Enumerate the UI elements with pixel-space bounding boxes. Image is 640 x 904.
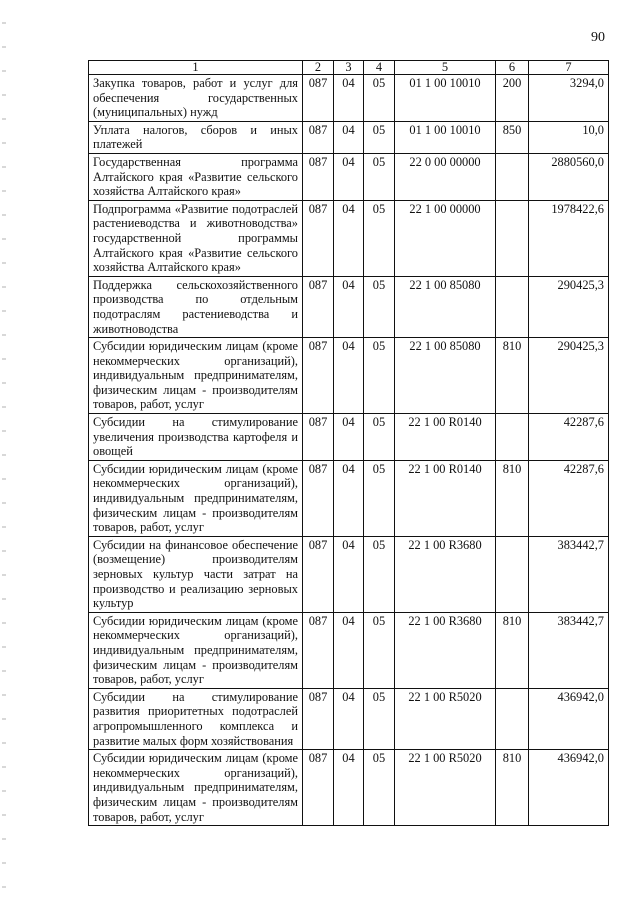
admin-code: 087	[303, 612, 334, 688]
row-description: Субсидии на финансовое обеспечение (возмещение) производителям зерновых культур части затрат на производство и реализацию зерновых культур	[89, 536, 303, 612]
column-number-row	[89, 61, 609, 75]
amount: 383442,7	[529, 612, 609, 688]
section-code: 04	[334, 338, 364, 414]
target-article-code: 22 1 00 00000	[395, 200, 496, 276]
expense-type-code: 810	[496, 612, 529, 688]
column-header: 5	[395, 61, 496, 75]
table-row	[89, 414, 609, 461]
table-row	[89, 200, 609, 276]
column-header: 2	[303, 61, 334, 75]
admin-code: 087	[303, 750, 334, 826]
table-row	[89, 612, 609, 688]
table-row	[89, 460, 609, 536]
subsection-code: 05	[364, 612, 395, 688]
section-code: 04	[334, 612, 364, 688]
target-article-code: 22 1 00 R5020	[395, 688, 496, 749]
row-description: Субсидии юридическим лицам (кроме некоммерческих организаций), индивидуальным предпринимателям, физическим лицам - производителям товаров, работ, услуг	[89, 338, 303, 414]
subsection-code: 05	[364, 338, 395, 414]
target-article-code: 22 1 00 R3680	[395, 536, 496, 612]
target-article-code: 22 1 00 R0140	[395, 460, 496, 536]
row-description: Государственная программа Алтайского края «Развитие сельского хозяйства Алтайского края»	[89, 153, 303, 200]
admin-code: 087	[303, 338, 334, 414]
section-code: 04	[334, 200, 364, 276]
expense-type-code	[496, 414, 529, 461]
table-row	[89, 536, 609, 612]
amount: 290425,3	[529, 338, 609, 414]
table-row	[89, 121, 609, 153]
table-body	[89, 75, 609, 826]
row-description: Закупка товаров, работ и услуг для обеспечения государственных (муниципальных) нужд	[89, 75, 303, 122]
target-article-code: 22 1 00 R0140	[395, 414, 496, 461]
table-row	[89, 276, 609, 337]
section-code: 04	[334, 121, 364, 153]
amount: 2880560,0	[529, 153, 609, 200]
section-code: 04	[334, 276, 364, 337]
expense-type-code: 810	[496, 750, 529, 826]
column-header: 6	[496, 61, 529, 75]
expense-type-code: 850	[496, 121, 529, 153]
column-header: 4	[364, 61, 395, 75]
row-description: Субсидии на стимулирование увеличения производства картофеля и овощей	[89, 414, 303, 461]
scan-edge-marks	[2, 0, 6, 904]
expense-type-code	[496, 688, 529, 749]
subsection-code: 05	[364, 200, 395, 276]
budget-table	[88, 60, 609, 826]
subsection-code: 05	[364, 153, 395, 200]
table-row	[89, 750, 609, 826]
target-article-code: 22 1 00 R5020	[395, 750, 496, 826]
admin-code: 087	[303, 75, 334, 122]
row-description: Субсидии юридическим лицам (кроме некоммерческих организаций), индивидуальным предпринимателям, физическим лицам - производителям товаров, работ, услуг	[89, 460, 303, 536]
page-number: 90	[591, 30, 605, 45]
amount: 42287,6	[529, 460, 609, 536]
target-article-code: 01 1 00 10010	[395, 75, 496, 122]
section-code: 04	[334, 414, 364, 461]
expense-type-code	[496, 200, 529, 276]
subsection-code: 05	[364, 414, 395, 461]
expense-type-code	[496, 153, 529, 200]
section-code: 04	[334, 688, 364, 749]
column-header: 3	[334, 61, 364, 75]
subsection-code: 05	[364, 536, 395, 612]
subsection-code: 05	[364, 75, 395, 122]
amount: 290425,3	[529, 276, 609, 337]
admin-code: 087	[303, 153, 334, 200]
row-description: Субсидии юридическим лицам (кроме некоммерческих организаций), индивидуальным предпринимателям, физическим лицам - производителям товаров, работ, услуг	[89, 750, 303, 826]
subsection-code: 05	[364, 460, 395, 536]
admin-code: 087	[303, 460, 334, 536]
row-description: Уплата налогов, сборов и иных платежей	[89, 121, 303, 153]
target-article-code: 22 1 00 85080	[395, 276, 496, 337]
admin-code: 087	[303, 688, 334, 749]
admin-code: 087	[303, 414, 334, 461]
row-description: Субсидии на стимулирование развития приоритетных подотраслей агропромышленного комплекса и развитие малых форм хозяйствования	[89, 688, 303, 749]
target-article-code: 22 1 00 85080	[395, 338, 496, 414]
section-code: 04	[334, 75, 364, 122]
amount: 436942,0	[529, 750, 609, 826]
section-code: 04	[334, 536, 364, 612]
admin-code: 087	[303, 121, 334, 153]
admin-code: 087	[303, 536, 334, 612]
target-article-code: 01 1 00 10010	[395, 121, 496, 153]
amount: 383442,7	[529, 536, 609, 612]
admin-code: 087	[303, 200, 334, 276]
amount: 1978422,6	[529, 200, 609, 276]
admin-code: 087	[303, 276, 334, 337]
table-row	[89, 688, 609, 749]
amount: 10,0	[529, 121, 609, 153]
table-row	[89, 75, 609, 122]
subsection-code: 05	[364, 750, 395, 826]
row-description: Субсидии юридическим лицам (кроме некоммерческих организаций), индивидуальным предпринимателям, физическим лицам - производителям товаров, работ, услуг	[89, 612, 303, 688]
section-code: 04	[334, 153, 364, 200]
table-row	[89, 338, 609, 414]
target-article-code: 22 1 00 R3680	[395, 612, 496, 688]
subsection-code: 05	[364, 688, 395, 749]
expense-type-code: 810	[496, 338, 529, 414]
amount: 436942,0	[529, 688, 609, 749]
subsection-code: 05	[364, 121, 395, 153]
section-code: 04	[334, 750, 364, 826]
amount: 3294,0	[529, 75, 609, 122]
table-row	[89, 153, 609, 200]
column-header: 7	[529, 61, 609, 75]
row-description: Поддержка сельскохозяйственного производства по отдельным подотраслям растениеводства и животноводства	[89, 276, 303, 337]
section-code: 04	[334, 460, 364, 536]
amount: 42287,6	[529, 414, 609, 461]
target-article-code: 22 0 00 00000	[395, 153, 496, 200]
expense-type-code	[496, 276, 529, 337]
expense-type-code: 200	[496, 75, 529, 122]
column-header: 1	[89, 61, 303, 75]
subsection-code: 05	[364, 276, 395, 337]
expense-type-code: 810	[496, 460, 529, 536]
row-description: Подпрограмма «Развитие подотраслей растениеводства и животноводства» государственной программы Алтайского края «Развитие сельского хозяйства Алтайского края»	[89, 200, 303, 276]
expense-type-code	[496, 536, 529, 612]
